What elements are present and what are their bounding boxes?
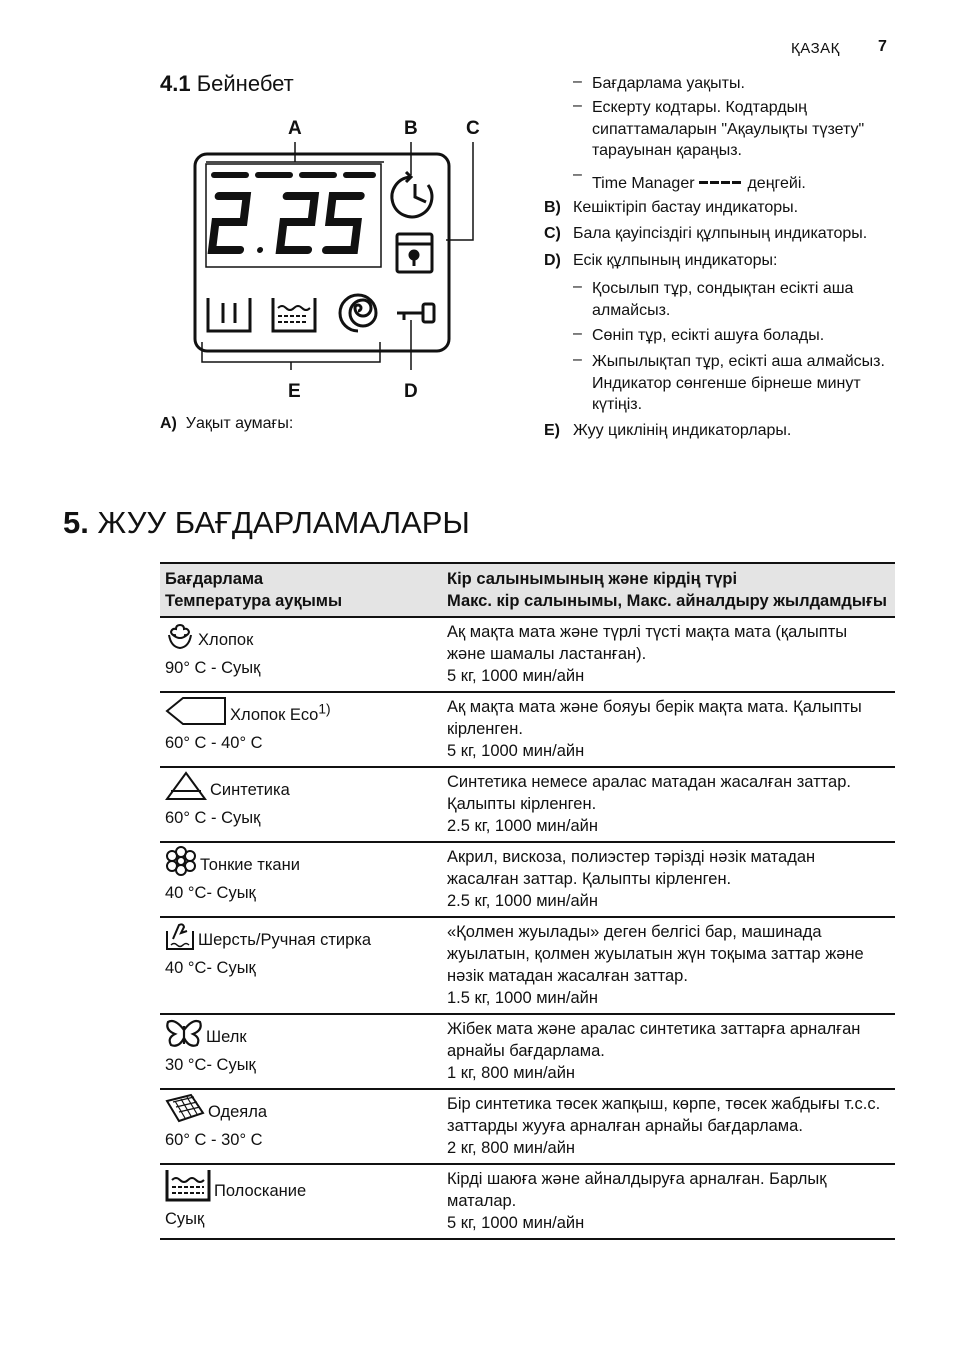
table-row	[160, 767, 895, 842]
load-cell	[442, 917, 895, 1014]
programme-cell	[160, 1164, 442, 1239]
load-spec: 5 кг, 1000 мин/айн	[447, 742, 585, 760]
duvet-icon	[165, 1093, 205, 1129]
time-manager-label: Time Manager	[592, 175, 695, 192]
silk-butterfly-icon	[165, 1018, 203, 1054]
programme-cell	[160, 1089, 442, 1164]
programme-name: Синтетика	[210, 781, 290, 799]
load-cell	[442, 767, 895, 842]
table-row	[160, 692, 895, 767]
header-language: ҚАЗАҚ	[791, 40, 840, 57]
page-number: 7	[878, 38, 887, 55]
prewash-tub-icon	[208, 298, 250, 331]
programme-cell	[160, 692, 442, 767]
section-number: 4.1	[160, 71, 191, 96]
spin-spiral-icon	[340, 295, 376, 331]
item-c-letter: C)	[544, 225, 561, 242]
programme-cell	[160, 842, 442, 917]
delay-start-clock-icon	[392, 172, 432, 217]
label-e: E	[288, 381, 301, 402]
item-a-description	[160, 415, 293, 433]
dash-marker: –	[573, 166, 582, 183]
programme-cell	[160, 767, 442, 842]
programme-temp: 40 °C- Суық	[165, 884, 256, 902]
dash-marker: –	[573, 351, 582, 368]
footnote-marker: 1)	[318, 701, 331, 717]
load-description: Акрил, вискоза, полиэстер тәрізді нәзік матадан жасалған заттар. Қалыпты кірленген.	[447, 848, 816, 888]
section-4-1-heading	[160, 71, 294, 97]
load-cell	[442, 692, 895, 767]
dash-marker: –	[573, 97, 582, 114]
load-description: Ақ мақта мата және бояуы берік мақта мата. Қалыпты кірленген.	[447, 698, 862, 738]
load-spec: 1 кг, 800 мин/айн	[447, 1064, 576, 1082]
cotton-flower-icon	[165, 621, 195, 657]
load-cell	[442, 842, 895, 917]
programme-name: Шелк	[206, 1028, 247, 1046]
programme-temp: 60° C - 40° C	[165, 734, 263, 752]
table-row	[160, 1089, 895, 1164]
door-lock-d1: Қосылып тұр, сондықтан есікті аша алмайсыз.	[592, 280, 854, 319]
header-col-load: Кір салынымының және кірдің түрі Макс. кір салынымы, Макс. айналдыру жылдамдығы	[442, 563, 895, 617]
item-d-letter: D)	[544, 252, 561, 269]
section-5-heading	[63, 505, 470, 541]
programme-name: Тонкие ткани	[200, 856, 300, 874]
dash-marker: –	[573, 73, 582, 90]
programme-cell	[160, 917, 442, 1014]
item-e-text: Жуу циклінің индикаторлары.	[573, 422, 792, 439]
table-header-row	[160, 563, 895, 617]
section-5-title: ЖУУ БАҒДАРЛАМАЛАРЫ	[97, 505, 470, 540]
load-description: «Қолмен жуылады» деген белгісі бар, машинада жуылатын, қолмен жуылатын жүн тоқыма заттар және нәзік матадан жасалған заттар.	[447, 923, 864, 985]
programme-temp: Суық	[165, 1210, 205, 1228]
door-lock-d3: Жыпылықтап тұр, есікті аша алмайсыз. Индикатор сөнгенше бірнеше минут күтіңіз.	[592, 353, 885, 413]
table-row	[160, 617, 895, 692]
load-spec: 2.5 кг, 1000 мин/айн	[447, 817, 598, 835]
rinse-tub-indicator-icon	[273, 298, 315, 331]
rinse-tub-icon	[165, 1168, 211, 1208]
time-dash3	[592, 170, 892, 195]
load-spec: 5 кг, 1000 мин/айн	[447, 667, 585, 685]
label-a: A	[288, 118, 302, 139]
item-a-text: Уақыт аумағы:	[185, 415, 294, 432]
table-row	[160, 842, 895, 917]
load-description: Синтетика немесе аралас матадан жасалған заттар. Қалыпты кірленген.	[447, 773, 851, 813]
load-description: Ақ мақта мата және түрлі түсті мақта мата (қалыпты және шамалы ластанған).	[447, 623, 848, 663]
section-title: Бейнебет	[196, 71, 294, 96]
child-lock-icon	[397, 234, 432, 272]
table-row	[160, 1164, 895, 1239]
load-description: Кірді шаюға және айналдыруға арналған. Барлық маталар.	[447, 1170, 827, 1210]
header-col-programme: Бағдарлама Температура ауқымы	[160, 563, 442, 617]
display-panel-diagram	[178, 120, 488, 370]
programme-temp: 40 °C- Суық	[165, 959, 256, 977]
programme-temp: 60° C - Суық	[165, 809, 261, 827]
hand-wash-icon	[165, 921, 195, 957]
programme-temp: 30 °C- Суық	[165, 1056, 256, 1074]
label-b: B	[404, 118, 418, 139]
dash-marker: –	[573, 278, 582, 295]
item-d-text: Есік құлпының индикаторы:	[573, 252, 778, 269]
label-c: C	[466, 118, 480, 139]
load-cell	[442, 1164, 895, 1239]
door-lock-d2: Сөніп тұр, есікті ашуға болады.	[592, 327, 825, 344]
programme-cell	[160, 1014, 442, 1089]
door-lock-key-icon	[397, 304, 434, 322]
programme-temp: 60° C - 30° C	[165, 1131, 263, 1149]
programme-name: Хлопок Eco	[230, 706, 319, 724]
table-row	[160, 1014, 895, 1089]
load-cell	[442, 617, 895, 692]
programme-name: Шерсть/Ручная стирка	[198, 931, 372, 949]
programmes-table	[160, 562, 895, 1240]
item-e-letter: E)	[544, 422, 560, 439]
programme-name: Одеяла	[208, 1103, 268, 1121]
programme-temp: 90° C - Суық	[165, 659, 261, 677]
programme-name: Полоскание	[214, 1182, 307, 1200]
load-description: Жібек мата және аралас синтетика заттарға арналған арнайы бағдарлама.	[447, 1020, 861, 1060]
eco-tag-icon	[165, 696, 227, 732]
programme-name: Хлопок	[198, 631, 254, 649]
item-c-text: Бала қауіпсіздігі құлпының индикаторы.	[573, 225, 868, 242]
item-a-letter: A)	[160, 415, 177, 432]
item-b-letter: B)	[544, 199, 561, 216]
section-5-number: 5.	[63, 505, 89, 540]
seven-segment-digits	[212, 196, 361, 253]
time-dash1: Бағдарлама уақыты.	[592, 75, 745, 92]
dash-marker: –	[573, 325, 582, 342]
time-manager-suffix: деңгейі.	[747, 175, 806, 192]
load-spec: 2.5 кг, 1000 мин/айн	[447, 892, 598, 910]
load-spec: 1.5 кг, 1000 мин/айн	[447, 989, 598, 1007]
synthetics-triangle-icon	[165, 771, 207, 807]
label-d: D	[404, 381, 418, 402]
time-dash2: Ескерту кодтары. Кодтардың сипаттамаларын "Ақаулықты түзету" тарауынан қараңыз.	[592, 99, 865, 159]
level-bars	[211, 172, 376, 178]
delicates-flower-icon	[165, 846, 197, 882]
load-description: Бір синтетика төсек жапқыш, көрпе, төсек жабдығы т.с.с. заттарды жууға арналған арнайы бағдарлама.	[447, 1095, 881, 1135]
time-manager-bars-icon	[699, 170, 743, 192]
load-spec: 5 кг, 1000 мин/айн	[447, 1214, 585, 1232]
load-cell	[442, 1089, 895, 1164]
table-row	[160, 917, 895, 1014]
load-spec: 2 кг, 800 мин/айн	[447, 1139, 576, 1157]
item-b-text: Кешіктіріп бастау индикаторы.	[573, 199, 799, 216]
programme-cell	[160, 617, 442, 692]
load-cell	[442, 1014, 895, 1089]
